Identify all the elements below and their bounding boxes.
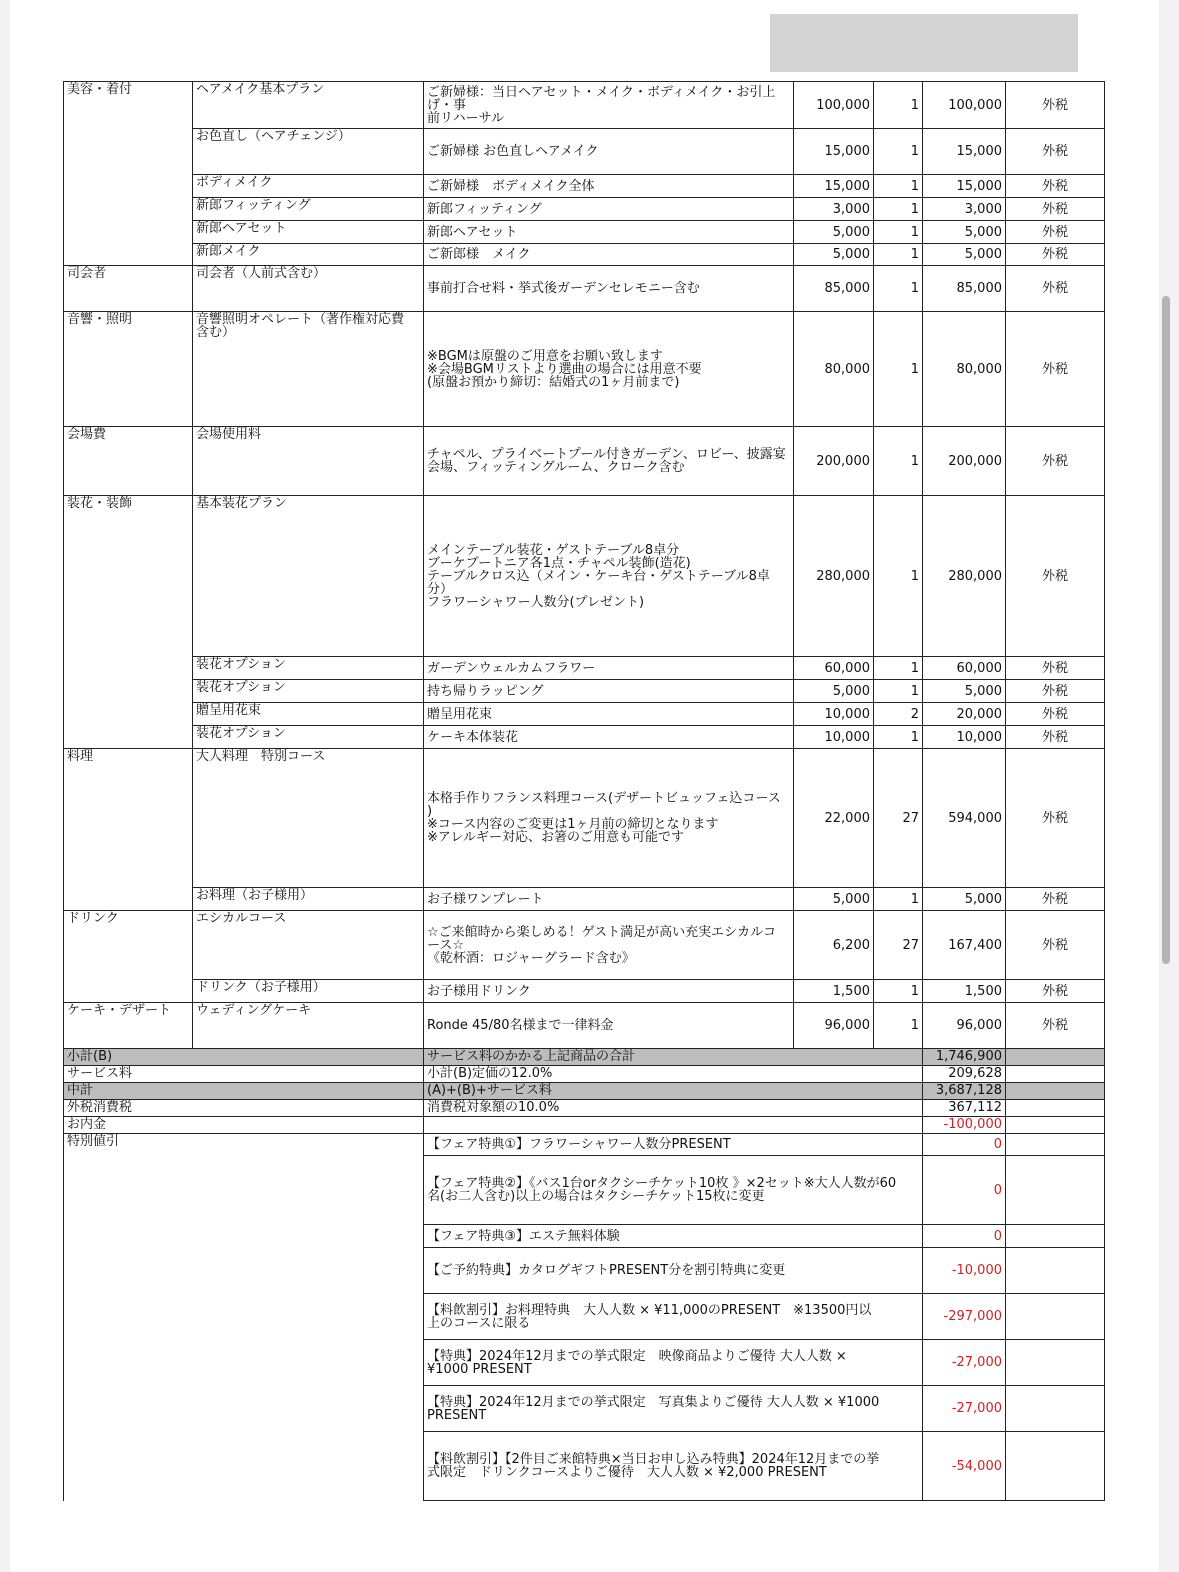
amount-cell: 594,000	[923, 749, 1006, 888]
summary-amount: 3,687,128	[923, 1083, 1006, 1100]
summary-row-midtotal	[64, 1083, 1105, 1100]
item-cell: 音響照明オペレート（著作権対応費 含む）	[193, 312, 424, 427]
table-row	[64, 749, 1105, 888]
amount-cell: 280,000	[923, 496, 1006, 657]
price-cell: 96,000	[794, 1003, 874, 1049]
summary-blank	[1006, 1100, 1105, 1117]
amount-cell: 15,000	[923, 175, 1006, 198]
discount-amount: 0	[923, 1225, 1006, 1248]
amount-cell: 5,000	[923, 244, 1006, 266]
table-row	[64, 496, 1105, 657]
category-cell: 料理	[64, 749, 193, 911]
summary-amount: 1,746,900	[923, 1049, 1006, 1066]
discount-blank	[1006, 1386, 1105, 1432]
table-row	[64, 175, 1105, 198]
discount-desc: 【ご予約特典】カタログギフトPRESENT分を割引特典に変更	[424, 1248, 923, 1294]
tax-cell: 外税	[1006, 266, 1105, 312]
summary-desc: サービス料のかかる上記商品の合計	[424, 1049, 923, 1066]
summary-row-tax	[64, 1100, 1105, 1117]
desc-cell: 贈呈用花束	[424, 703, 794, 726]
tax-cell: 外税	[1006, 657, 1105, 680]
category-cell: 司会者	[64, 266, 193, 312]
qty-cell: 1	[874, 266, 923, 312]
tax-cell: 外税	[1006, 82, 1105, 129]
qty-cell: 1	[874, 427, 923, 496]
desc-cell: 事前打合せ料・挙式後ガーデンセレモニー含む	[424, 266, 794, 312]
category-cell: 音響・照明	[64, 312, 193, 427]
price-cell: 1,500	[794, 980, 874, 1003]
price-cell: 85,000	[794, 266, 874, 312]
qty-cell: 1	[874, 496, 923, 657]
qty-cell: 1	[874, 221, 923, 244]
desc-cell: ケーキ本体装花	[424, 726, 794, 749]
desc-cell: 新郎フィッティング	[424, 198, 794, 221]
item-cell: 大人料理 特別コース	[193, 749, 424, 888]
desc-cell: 持ち帰りラッピング	[424, 680, 794, 703]
discount-amount: 0	[923, 1134, 1006, 1156]
tax-cell: 外税	[1006, 703, 1105, 726]
category-cell: 美容・着付	[64, 82, 193, 266]
qty-cell: 27	[874, 749, 923, 888]
summary-label: お内金	[64, 1117, 424, 1134]
summary-label: 外税消費税	[64, 1100, 424, 1117]
desc-cell: チャペル、プライベートプール付きガーデン、ロビー、披露宴 会場、フィッティングルーム、クローク含む	[424, 427, 794, 496]
summary-blank	[1006, 1049, 1105, 1066]
discount-blank	[1006, 1340, 1105, 1386]
desc-cell: 新郎ヘアセット	[424, 221, 794, 244]
price-cell: 80,000	[794, 312, 874, 427]
summary-desc	[424, 1117, 923, 1134]
qty-cell: 1	[874, 129, 923, 175]
desc-cell: ご新郎様 メイク	[424, 244, 794, 266]
table-row	[64, 221, 1105, 244]
tax-cell: 外税	[1006, 427, 1105, 496]
table-row	[64, 657, 1105, 680]
summary-label: 中計	[64, 1083, 424, 1100]
tax-cell: 外税	[1006, 198, 1105, 221]
item-cell: 装花オプション	[193, 726, 424, 749]
desc-cell: メインテーブル装花・ゲストテーブル8卓分 ブーケブートニア各1点・チャペル装飾(造花) テーブルクロス込（メイン・ケーキ台・ゲストテーブル8卓分） フラワーシャワー人数分(プレゼント)	[424, 496, 794, 657]
tax-cell: 外税	[1006, 221, 1105, 244]
summary-row-subtotal	[64, 1049, 1105, 1066]
qty-cell: 1	[874, 198, 923, 221]
qty-cell: 27	[874, 911, 923, 980]
summary-label: 小計(B)	[64, 1049, 424, 1066]
tax-cell: 外税	[1006, 244, 1105, 266]
summary-desc: (A)+(B)+サービス料	[424, 1083, 923, 1100]
price-cell: 280,000	[794, 496, 874, 657]
desc-cell: ご新婦様：当日ヘアセット・メイク・ボディメイク・お引上げ・事 前リハーサル	[424, 82, 794, 129]
qty-cell: 1	[874, 82, 923, 129]
discount-desc: 【特典】2024年12月までの挙式限定 映像商品よりご優待 大人人数 × ¥1000 PRESENT	[424, 1340, 923, 1386]
item-cell: お料理（お子様用）	[193, 888, 424, 911]
item-cell: 新郎メイク	[193, 244, 424, 266]
discount-desc: 【料飲割引】お料理特典 大人人数 × ¥11,000のPRESENT ※13500円以 上のコースに限る	[424, 1294, 923, 1340]
tax-cell: 外税	[1006, 1003, 1105, 1049]
amount-cell: 5,000	[923, 221, 1006, 244]
amount-cell: 20,000	[923, 703, 1006, 726]
qty-cell: 1	[874, 175, 923, 198]
category-cell: 会場費	[64, 427, 193, 496]
amount-cell: 60,000	[923, 657, 1006, 680]
table-row	[64, 82, 1105, 129]
discount-desc: 【フェア特典②】《バス1台orタクシーチケット10枚 》×2セット※大人人数が60 名(お二人含む)以上の場合はタクシーチケット15枚に変更	[424, 1156, 923, 1225]
desc-cell: Ronde 45/80名様まで一律料金	[424, 1003, 794, 1049]
desc-cell: 本格手作りフランス料理コース(デザートビュッフェ込コース ) ※コース内容のご変更は1ヶ月前の締切となります ※アレルギー対応、お箸のご用意も可能です	[424, 749, 794, 888]
item-cell: エシカルコース	[193, 911, 424, 980]
item-cell: 贈呈用花束	[193, 703, 424, 726]
table-row	[64, 1003, 1105, 1049]
price-cell: 22,000	[794, 749, 874, 888]
desc-cell: ☆ご来館時から楽しめる！ゲスト満足が高い充実エシカルコ ース☆ 《乾杯酒：ロジャーグラード含む》	[424, 911, 794, 980]
discount-amount: -297,000	[923, 1294, 1006, 1340]
discount-amount: 0	[923, 1156, 1006, 1225]
tax-cell: 外税	[1006, 312, 1105, 427]
desc-cell: ご新婦様 ボディメイク全体	[424, 175, 794, 198]
price-cell: 5,000	[794, 680, 874, 703]
table-row	[64, 198, 1105, 221]
amount-cell: 200,000	[923, 427, 1006, 496]
amount-cell: 1,500	[923, 980, 1006, 1003]
desc-cell: ご新婦様 お色直しヘアメイク	[424, 129, 794, 175]
desc-cell: ガーデンウェルカムフラワー	[424, 657, 794, 680]
summary-amount: -100,000	[923, 1117, 1006, 1134]
table-row	[64, 129, 1105, 175]
amount-cell: 167,400	[923, 911, 1006, 980]
summary-amount: 209,628	[923, 1066, 1006, 1083]
discount-amount: -27,000	[923, 1340, 1006, 1386]
item-cell: 司会者（人前式含む）	[193, 266, 424, 312]
tax-cell: 外税	[1006, 726, 1105, 749]
qty-cell: 2	[874, 703, 923, 726]
summary-blank	[1006, 1117, 1105, 1134]
amount-cell: 5,000	[923, 888, 1006, 911]
discount-blank	[1006, 1432, 1105, 1501]
summary-amount: 367,112	[923, 1100, 1006, 1117]
category-cell: ケーキ・デザート	[64, 1003, 193, 1049]
price-cell: 15,000	[794, 175, 874, 198]
item-cell: 装花オプション	[193, 680, 424, 703]
price-cell: 100,000	[794, 82, 874, 129]
price-cell: 60,000	[794, 657, 874, 680]
qty-cell: 1	[874, 244, 923, 266]
item-cell: 新郎ヘアセット	[193, 221, 424, 244]
category-cell: ドリンク	[64, 911, 193, 1003]
discount-amount: -54,000	[923, 1432, 1006, 1501]
tax-cell: 外税	[1006, 888, 1105, 911]
qty-cell: 1	[874, 657, 923, 680]
price-cell: 5,000	[794, 244, 874, 266]
qty-cell: 1	[874, 680, 923, 703]
item-cell: ドリンク（お子様用）	[193, 980, 424, 1003]
discount-label: 特別値引	[64, 1134, 424, 1501]
tax-cell: 外税	[1006, 496, 1105, 657]
amount-cell: 10,000	[923, 726, 1006, 749]
amount-cell: 96,000	[923, 1003, 1006, 1049]
price-cell: 5,000	[794, 888, 874, 911]
price-cell: 10,000	[794, 726, 874, 749]
amount-cell: 3,000	[923, 198, 1006, 221]
discount-desc: 【フェア特典①】フラワーシャワー人数分PRESENT	[424, 1134, 923, 1156]
amount-cell: 85,000	[923, 266, 1006, 312]
table-row	[64, 888, 1105, 911]
table-row	[64, 980, 1105, 1003]
qty-cell: 1	[874, 312, 923, 427]
amount-cell: 15,000	[923, 129, 1006, 175]
qty-cell: 1	[874, 980, 923, 1003]
price-cell: 200,000	[794, 427, 874, 496]
tax-cell: 外税	[1006, 749, 1105, 888]
item-cell: お色直し（ヘアチェンジ）	[193, 129, 424, 175]
summary-row-deposit	[64, 1117, 1105, 1134]
table-row	[64, 244, 1105, 266]
summary-row-service	[64, 1066, 1105, 1083]
scrollbar[interactable]	[1162, 296, 1170, 964]
item-cell: ボディメイク	[193, 175, 424, 198]
discount-amount: -10,000	[923, 1248, 1006, 1294]
summary-blank	[1006, 1066, 1105, 1083]
item-cell: 新郎フィッティング	[193, 198, 424, 221]
discount-blank	[1006, 1134, 1105, 1156]
discount-desc: 【特典】2024年12月までの挙式限定 写真集よりご優待 大人人数 × ¥1000 PRESENT	[424, 1386, 923, 1432]
price-cell: 10,000	[794, 703, 874, 726]
qty-cell: 1	[874, 888, 923, 911]
qty-cell: 1	[874, 1003, 923, 1049]
redacted-block	[770, 14, 1078, 72]
discount-desc: 【フェア特典③】エステ無料体験	[424, 1225, 923, 1248]
discount-amount: -27,000	[923, 1386, 1006, 1432]
desc-cell: ※BGMは原盤のご用意をお願い致します ※会場BGMリストより選曲の場合には用意不要 (原盤お預かり締切：結婚式の1ヶ月前まで)	[424, 312, 794, 427]
item-cell: 装花オプション	[193, 657, 424, 680]
summary-blank	[1006, 1083, 1105, 1100]
discount-desc: 【料飲割引】【2件目ご来館特典×当日お申し込み特典】2024年12月までの挙 式限定 ドリンクコースよりご優待 大人人数 × ¥2,000 PRESENT	[424, 1432, 923, 1501]
price-cell: 3,000	[794, 198, 874, 221]
table-row	[64, 266, 1105, 312]
category-cell: 装花・装飾	[64, 496, 193, 749]
desc-cell: お子様用ドリンク	[424, 980, 794, 1003]
amount-cell: 5,000	[923, 680, 1006, 703]
amount-cell: 80,000	[923, 312, 1006, 427]
item-cell: ウェディングケーキ	[193, 1003, 424, 1049]
estimate-table	[63, 81, 1105, 1501]
tax-cell: 外税	[1006, 175, 1105, 198]
table-row	[64, 726, 1105, 749]
amount-cell: 100,000	[923, 82, 1006, 129]
item-cell: ヘアメイク基本プラン	[193, 82, 424, 129]
item-cell: 基本装花プラン	[193, 496, 424, 657]
desc-cell: お子様ワンプレート	[424, 888, 794, 911]
tax-cell: 外税	[1006, 129, 1105, 175]
summary-label: サービス料	[64, 1066, 424, 1083]
discount-blank	[1006, 1294, 1105, 1340]
tax-cell: 外税	[1006, 911, 1105, 980]
table-row	[64, 680, 1105, 703]
summary-desc: 小計(B)定価の12.0%	[424, 1066, 923, 1083]
discount-blank	[1006, 1248, 1105, 1294]
discount-blank	[1006, 1156, 1105, 1225]
price-cell: 15,000	[794, 129, 874, 175]
price-cell: 5,000	[794, 221, 874, 244]
tax-cell: 外税	[1006, 980, 1105, 1003]
summary-desc: 消費税対象額の10.0%	[424, 1100, 923, 1117]
item-cell: 会場使用料	[193, 427, 424, 496]
table-row	[64, 703, 1105, 726]
price-cell: 6,200	[794, 911, 874, 980]
table-row	[64, 312, 1105, 427]
tax-cell: 外税	[1006, 680, 1105, 703]
qty-cell: 1	[874, 726, 923, 749]
discount-row	[64, 1134, 1105, 1156]
table-row	[64, 911, 1105, 980]
discount-blank	[1006, 1225, 1105, 1248]
table-row	[64, 427, 1105, 496]
